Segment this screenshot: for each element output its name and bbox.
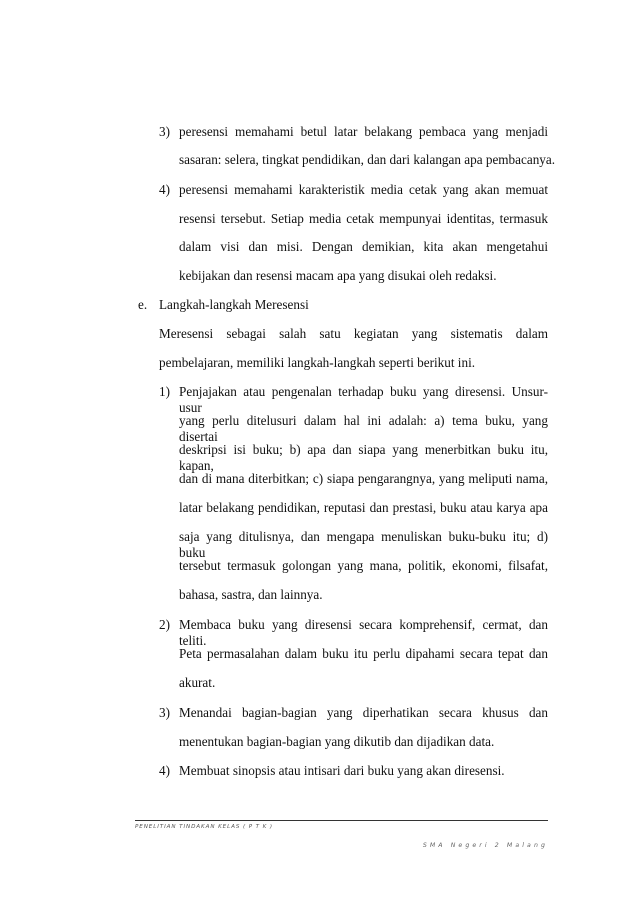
text-line: sasaran: selera, tingkat pendidikan, dan dari kalangan apa pembacanya. bbox=[179, 152, 556, 167]
text-line: Penjajakan atau pengenalan terhadap buku yang diresensi. Unsur-usur bbox=[179, 384, 548, 415]
text-line: menentukan bagian-bagian yang dikutib dan dijadikan data. bbox=[179, 734, 495, 749]
footer-left-label: PENELITIAN TINDAKAN KELAS ( P T K ) bbox=[135, 824, 273, 830]
text-line: akurat. bbox=[179, 675, 216, 690]
intro-line: pembelajaran, memiliki langkah-langkah seperti berikut ini. bbox=[159, 355, 476, 370]
text-line: kebijakan dan resensi macam apa yang disukai oleh redaksi. bbox=[179, 268, 497, 283]
list-marker: 4) bbox=[159, 182, 170, 197]
list-marker: 3) bbox=[159, 124, 170, 139]
text-line: Peta permasalahan dalam buku itu perlu dipahami secara tepat dan bbox=[179, 646, 548, 661]
step-marker: 4) bbox=[159, 763, 170, 778]
text-line: tersebut termasuk golongan yang mana, politik, ekonomi, filsafat, bbox=[179, 558, 548, 573]
text-line: latar belakang pendidikan, reputasi dan prestasi, buku atau karya apa bbox=[179, 500, 548, 515]
step-marker: 2) bbox=[159, 617, 170, 632]
text-line: dan di mana diterbitkan; c) siapa pengarangnya, yang meliputi nama, bbox=[179, 471, 548, 486]
text-line: deskripsi isi buku; b) apa dan siapa yang menerbitkan buku itu, kapan, bbox=[179, 442, 548, 473]
text-line: Membuat sinopsis atau intisari dari buku yang akan diresensi. bbox=[179, 763, 505, 778]
text-line: Menandai bagian-bagian yang diperhatikan secara khusus dan bbox=[179, 705, 548, 720]
step-marker: 3) bbox=[159, 705, 170, 720]
text-line: peresensi memahami betul latar belakang pembaca yang menjadi bbox=[179, 124, 548, 139]
text-line: yang perlu ditelusuri dalam hal ini adalah: a) tema buku, yang disertai bbox=[179, 413, 548, 444]
text-line: bahasa, sastra, dan lainnya. bbox=[179, 587, 323, 602]
text-line: peresensi memahami karakteristik media cetak yang akan memuat bbox=[179, 182, 548, 197]
text-line: resensi tersebut. Setiap media cetak mempunyai identitas, termasuk bbox=[179, 211, 548, 226]
section-heading: Langkah-langkah Meresensi bbox=[159, 297, 309, 312]
text-line: Membaca buku yang diresensi secara komprehensif, cermat, dan teliti. bbox=[179, 617, 548, 648]
step-marker: 1) bbox=[159, 384, 170, 399]
text-line: saja yang ditulisnya, dan mengapa menuliskan buku-buku itu; d) buku bbox=[179, 529, 548, 560]
intro-line: Meresensi sebagai salah satu kegiatan yang sistematis dalam bbox=[159, 326, 548, 341]
footer-divider bbox=[135, 820, 548, 821]
footer-right-label: SMA Negeri 2 Malang bbox=[422, 842, 548, 849]
text-line: dalam visi dan misi. Dengan demikian, kita akan mengetahui bbox=[179, 239, 548, 254]
section-marker: e. bbox=[138, 297, 148, 312]
